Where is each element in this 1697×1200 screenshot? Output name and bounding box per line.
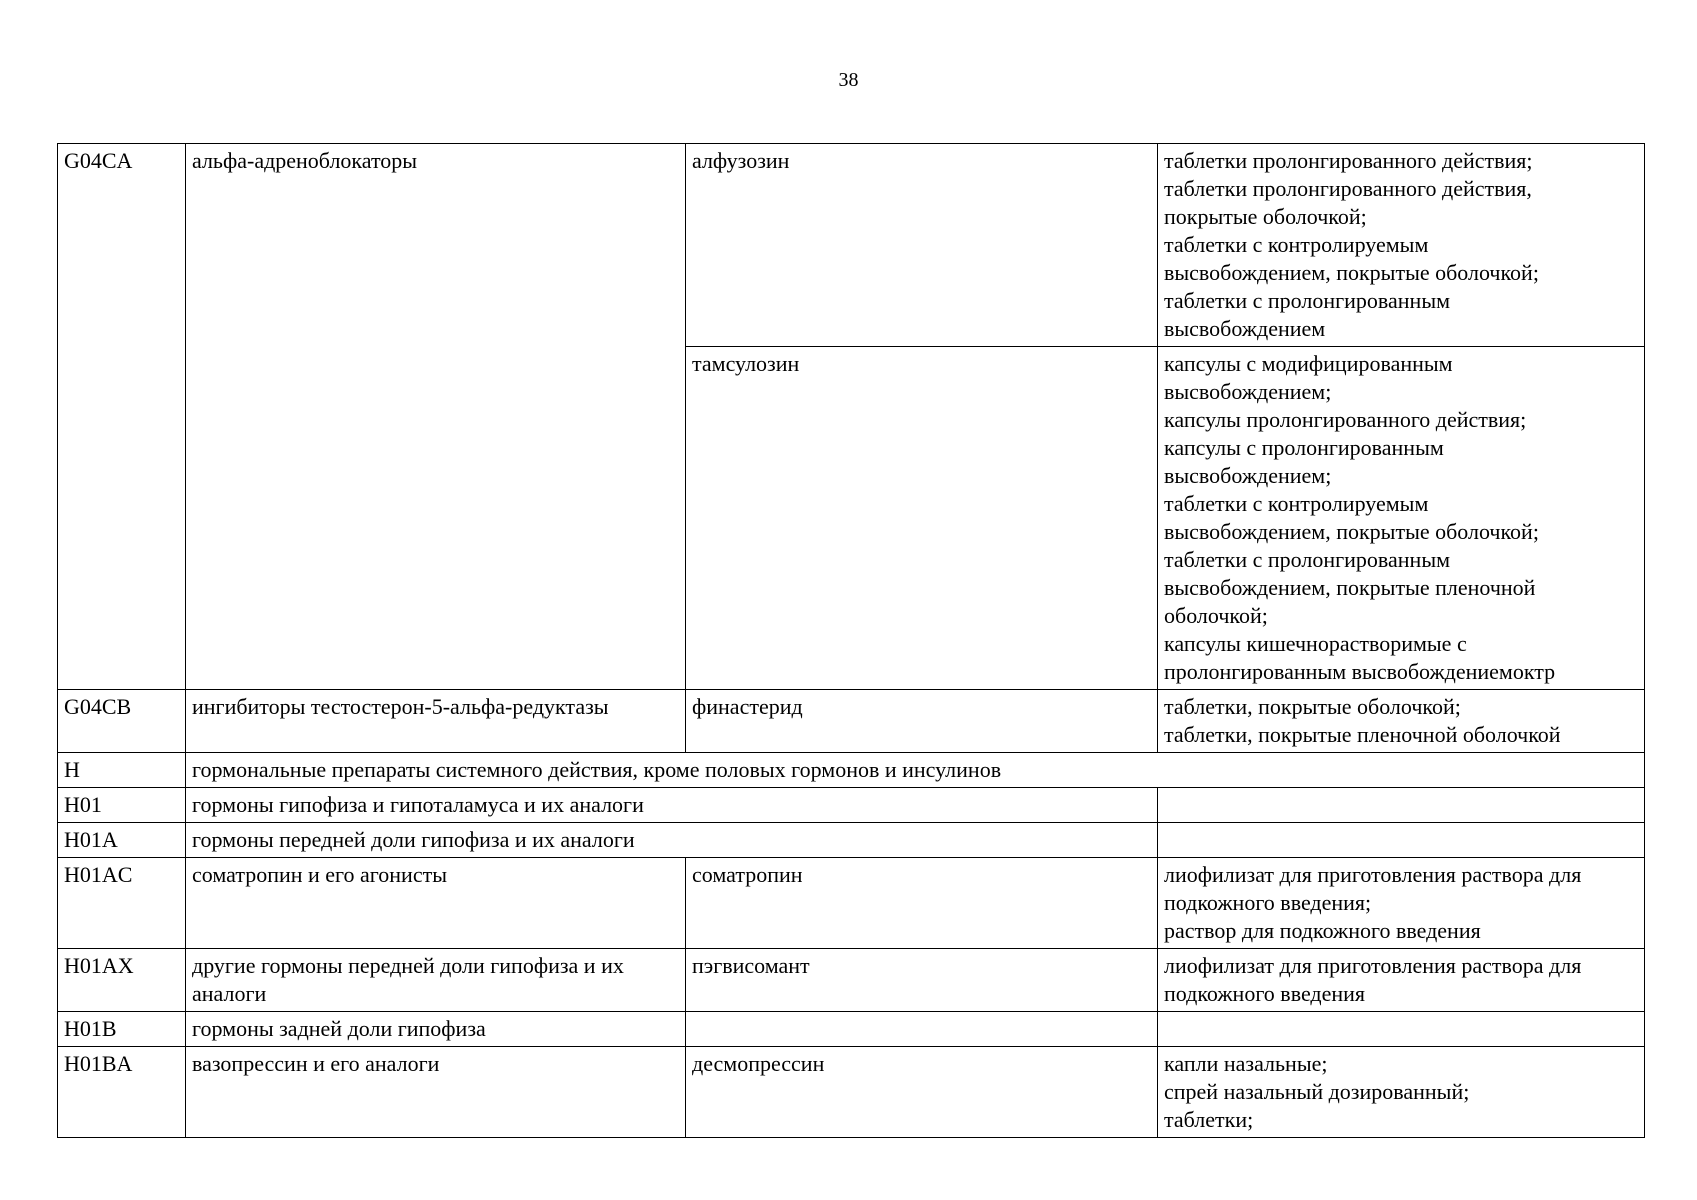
dosage-forms-cell (1158, 823, 1645, 858)
group-name-cell: альфа-адреноблокаторы (186, 144, 686, 690)
atc-code-cell: H01AX (58, 949, 186, 1012)
dosage-forms-cell (1158, 788, 1645, 823)
table-row (58, 949, 1645, 1012)
group-name-cell: другие гормоны передней доли гипофиза и их аналоги (186, 949, 686, 1012)
drug-name-cell: тамсулозин (686, 347, 1158, 690)
atc-code-cell: H01 (58, 788, 186, 823)
atc-code-cell: G04CA (58, 144, 186, 690)
drug-name-cell: пэгвисомант (686, 949, 1158, 1012)
drug-name-cell: десмопрессин (686, 1047, 1158, 1138)
table-row (58, 690, 1645, 753)
table-row (58, 1047, 1645, 1138)
dosage-forms-cell: лиофилизат для приготовления раствора для подкожного введения; раствор для подкожного введения (1158, 858, 1645, 949)
table-row (58, 144, 1645, 347)
atc-code-cell: H (58, 753, 186, 788)
drug-name-cell (686, 1012, 1158, 1047)
page-number: 38 (838, 69, 859, 91)
dosage-forms-cell: таблетки, покрытые оболочкой; таблетки, покрытые пленочной оболочкой (1158, 690, 1645, 753)
drug-name-cell: финастерид (686, 690, 1158, 753)
table-row (58, 753, 1645, 788)
table-row (58, 823, 1645, 858)
dosage-forms-cell: капли назальные; спрей назальный дозированный; таблетки; (1158, 1047, 1645, 1138)
atc-code-cell: H01A (58, 823, 186, 858)
table-row (58, 1012, 1645, 1047)
dosage-forms-cell: лиофилизат для приготовления раствора для подкожного введения (1158, 949, 1645, 1012)
drug-name-cell: алфузозин (686, 144, 1158, 347)
drug-name-cell: соматропин (686, 858, 1158, 949)
table-row (58, 788, 1645, 823)
drug-table (57, 143, 1645, 1138)
atc-code-cell: H01B (58, 1012, 186, 1047)
group-name-cell: гормоны задней доли гипофиза (186, 1012, 686, 1047)
dosage-forms-cell: капсулы с модифицированным высвобождением; капсулы пролонгированного действия; капсулы с пролонгированным высвобождением; таблетки с контролируемым высвобождением, покрытые оболочкой; таблетки с пролонгированным высвобождением, покрытые пленочной оболочкой; капсулы кишечнорастворимые с пролонгированным высвобождениемоктр (1158, 347, 1645, 690)
group-name-cell: соматропин и его агонисты (186, 858, 686, 949)
dosage-forms-cell (1158, 1012, 1645, 1047)
group-name-cell: вазопрессин и его аналоги (186, 1047, 686, 1138)
atc-code-cell: G04CB (58, 690, 186, 753)
dosage-forms-cell: таблетки пролонгированного действия; таблетки пролонгированного действия, покрытые оболочкой; таблетки с контролируемым высвобождением, покрытые оболочкой; таблетки с пролонгированным высвобождением (1158, 144, 1645, 347)
group-name-cell: гормоны гипофиза и гипоталамуса и их аналоги (186, 788, 1158, 823)
group-name-cell: гормоны передней доли гипофиза и их аналоги (186, 823, 1158, 858)
table-row (58, 858, 1645, 949)
atc-code-cell: H01BA (58, 1047, 186, 1138)
group-name-cell: гормональные препараты системного действия, кроме половых гормонов и инсулинов (186, 753, 1645, 788)
group-name-cell: ингибиторы тестостерон-5-альфа-редуктазы (186, 690, 686, 753)
atc-code-cell: H01AC (58, 858, 186, 949)
